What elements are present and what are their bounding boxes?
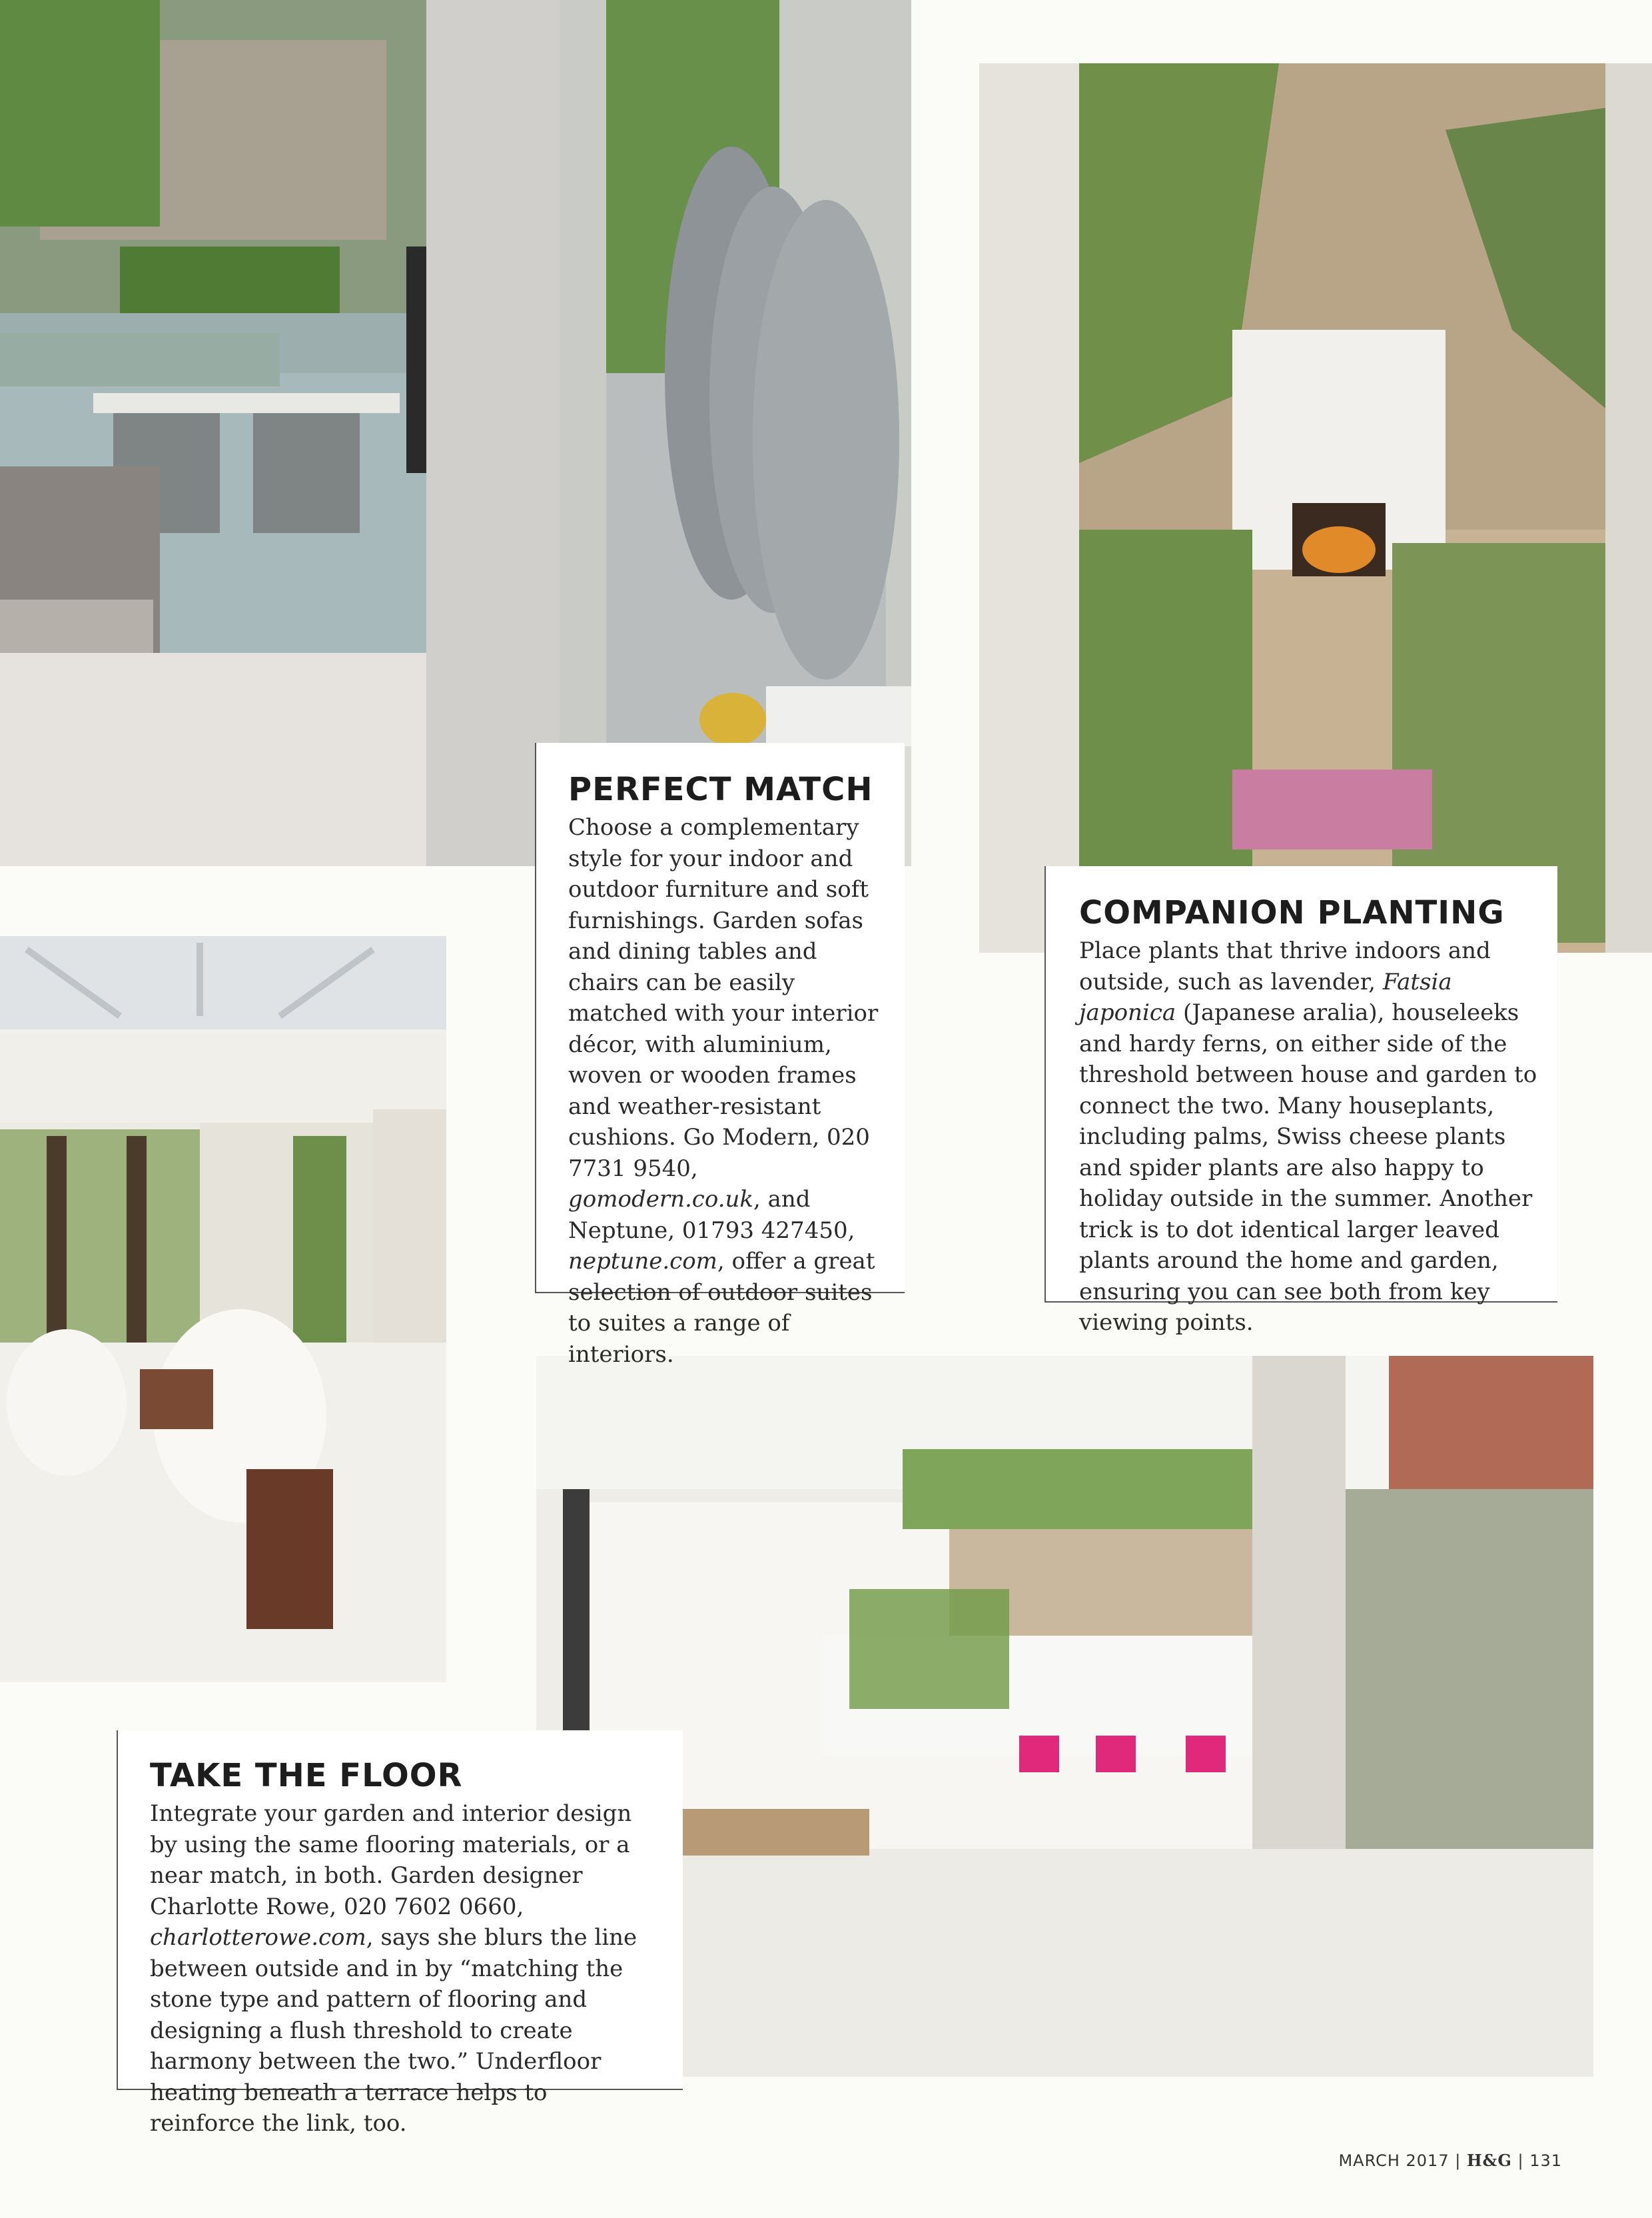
photo-orangery-interior — [0, 936, 446, 1682]
body-text: (Japanese aralia), houseleeks and hardy ferns, on either side of the threshold between house and garden to connect the two. Many houseplants, including palms, Swiss cheese plants and spider plants are also happy to holiday outside in the summer. Another trick is to dot identical larger leaved plants around the home and garden, ensuring you can see both from key viewing points. — [1079, 999, 1537, 1336]
issue-date: MARCH 2017 — [1338, 2151, 1449, 2170]
body-text: , offer a great selection of outdoor suites to suites a range of interiors. — [568, 1248, 875, 1368]
footer-separator: | — [1455, 2151, 1461, 2170]
sidebar-take-the-floor — [117, 1730, 683, 2137]
sidebar-perfect-match — [535, 743, 905, 1368]
plant-name-italic: Fatsia japonica — [1079, 968, 1452, 1026]
footer-separator: | — [1517, 2151, 1524, 2170]
section-title-companion-planting: COMPANION PLANTING — [1079, 894, 1505, 931]
section-title-take-the-floor: TAKE THE FLOOR — [150, 1757, 463, 1794]
body-text: , and Neptune, 01793 427450, — [568, 1186, 855, 1244]
body-text: , says she blurs the line between outside and in by “matching the stone type and pattern of flooring and designing a flush threshold to create harmony between the two.” Underfloor heating beneath a terrace helps to reinforce the link, too. — [150, 1924, 637, 2137]
page-footer — [1338, 2151, 1562, 2170]
photo-courtyard-fireplace — [979, 63, 1652, 953]
photo-living-room-garden-vases — [0, 0, 911, 866]
body-text: Integrate your garden and interior design by using the same flooring materials, or a near match, in both. Garden designer Charlotte Rowe, 020 7602 0660, — [150, 1800, 632, 1920]
section-title-perfect-match: PERFECT MATCH — [568, 771, 873, 808]
section-body-companion-planting — [1079, 935, 1544, 1339]
body-text: Place plants that thrive indoors and outside, such as lavender, — [1079, 937, 1491, 995]
section-body-take-the-floor — [150, 1798, 656, 2139]
section-body-perfect-match — [568, 812, 891, 1370]
magazine-name: H&G — [1466, 2151, 1512, 2170]
sidebar-companion-planting — [1044, 866, 1557, 1336]
link-gomodern: gomodern.co.uk — [568, 1186, 754, 1213]
link-charlotterowe: charlotterowe.com — [150, 1924, 366, 1951]
photo-modern-extension-courtyard — [536, 1356, 1593, 2077]
page-number: 131 — [1529, 2151, 1562, 2170]
link-neptune: neptune.com — [568, 1248, 717, 1275]
body-text: Choose a complementary style for your indoor and outdoor furniture and soft furnishings. Garden sofas and dining tables and chairs can be easily matched with your interior décor, with aluminium, woven or wooden frames and weather-resistant cushions. Go Modern, 020 7731 9540, — [568, 814, 879, 1182]
